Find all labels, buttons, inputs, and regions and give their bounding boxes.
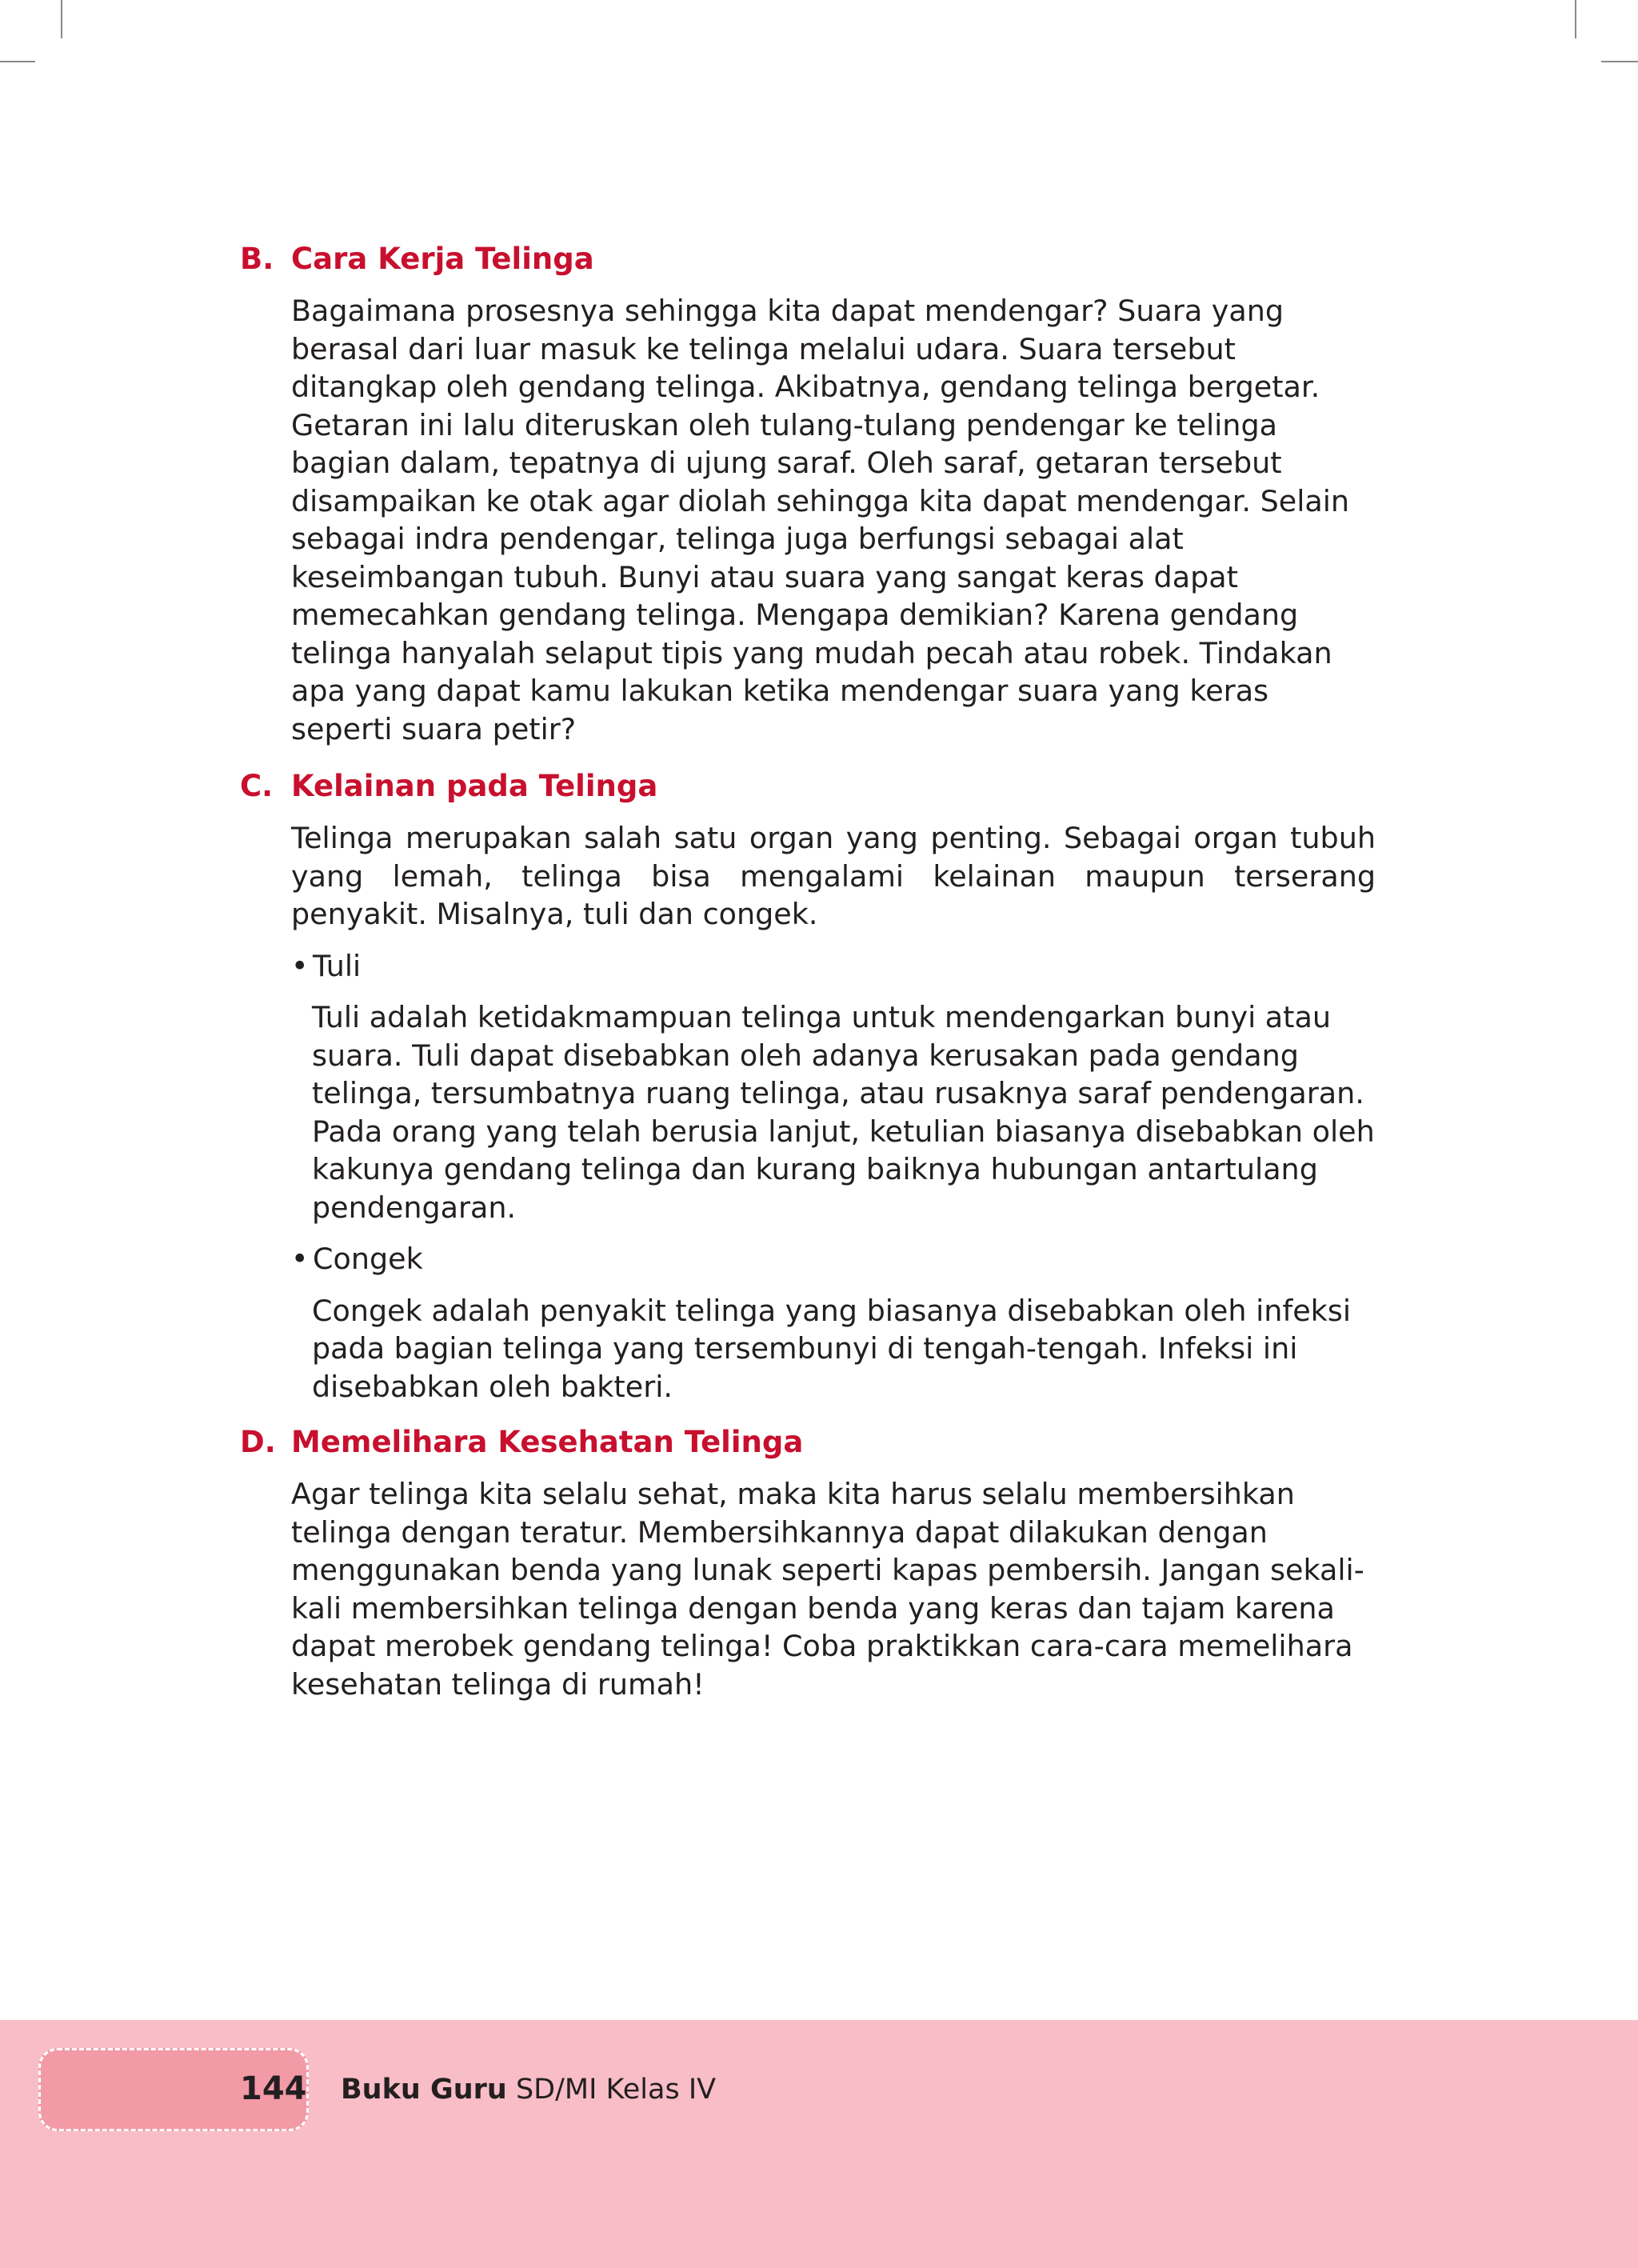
crop-mark-top-right-horizontal [1601, 61, 1638, 62]
bullet-text: Congek adalah penyakit telinga yang biasanya disebabkan oleh infeksi pada bagian telinga yang tersembunyi di tengah-tengah. Infeksi ini disebabkan oleh bakteri. [312, 1293, 1351, 1404]
bullet-marker: • [291, 1242, 309, 1276]
book-title-rest: SD/MI Kelas IV [515, 2074, 717, 2106]
book-title [341, 2071, 716, 2108]
section-letter: D. [240, 1425, 276, 1459]
bullet-text: Tuli adalah ketidakmampuan telinga untuk mendengarkan bunyi atau suara. Tuli dapat disebabkan oleh adanya kerusakan pada gendang telinga, tersumbatnya ruang telinga, atau rusaknya saraf pendengaran. Pada orang yang telah berusia lanjut, ketulian biasanya disebabkan oleh kakunya gendang telinga dan kurang baiknya hubungan antartulang pendengaran. [312, 1000, 1375, 1225]
list-item-congek [240, 1240, 1376, 1406]
crop-mark-top-left-horizontal [0, 61, 35, 62]
bullet-heading [291, 947, 1376, 986]
section-heading [240, 240, 1376, 278]
section-letter: B. [240, 242, 274, 276]
section-cara-kerja-telinga [240, 240, 1376, 748]
section-title: Memelihara Kesehatan Telinga [291, 1425, 804, 1459]
book-title-bold: Buku Guru [341, 2074, 507, 2106]
crop-mark-top-left-vertical [61, 0, 62, 38]
section-letter: C. [240, 769, 274, 803]
section-paragraph: Telinga merupakan salah satu organ yang penting. Sebagai organ tubuh yang lemah, telinga bisa mengalami kelainan maupun terserang penyakit. Misalnya, tuli dan congek. [291, 821, 1376, 931]
section-memelihara-kesehatan-telinga [240, 1423, 1376, 1703]
section-heading [240, 767, 1376, 806]
section-paragraph: Bagaimana prosesnya sehingga kita dapat mendengar? Suara yang berasal dari luar masuk ke telinga melalui udara. Suara tersebut ditangkap oleh gendang telinga. Akibatnya, gendang telinga bergetar. Getaran ini lalu diteruskan oleh tulang-tulang pendengar ke telinga bagian dalam, tepatnya di ujung saraf. Oleh saraf, getaran tersebut disampaikan ke otak agar diolah sehingga kita dapat mendengar. Selain sebagai indra pendengar, telinga juga berfungsi sebagai alat keseimbangan tubuh. Bunyi atau suara yang sangat keras dapat memecahkan gendang telinga. Mengapa demikian? Karena gendang telinga hanyalah selaput tipis yang mudah pecah atau robek. Tindakan apa yang dapat kamu lakukan ketika mendengar suara yang keras seperti suara petir? [291, 294, 1350, 746]
section-kelainan-pada-telinga [240, 767, 1376, 1406]
page-content [240, 240, 1376, 1703]
bullet-title: Tuli [313, 948, 362, 983]
section-heading [240, 1423, 1376, 1462]
section-title: Cara Kerja Telinga [291, 242, 594, 276]
section-title: Kelainan pada Telinga [291, 769, 658, 803]
crop-mark-top-right-vertical [1575, 0, 1576, 38]
list-item-tuli [240, 947, 1376, 1227]
page-number: 144 [240, 2070, 307, 2107]
bullet-marker: • [291, 948, 309, 983]
bullet-heading [291, 1240, 1376, 1278]
section-paragraph: Agar telinga kita selalu sehat, maka kita harus selalu membersihkan telinga dengan teratur. Membersihkannya dapat dilakukan dengan menggunakan benda yang lunak seperti kapas pembersih. Jangan sekali-kali membersihkan telinga dengan benda yang keras dan tajam karena dapat merobek gendang telinga! Coba praktikkan cara-cara memelihara kesehatan telinga di rumah! [291, 1477, 1364, 1702]
bullet-title: Congek [313, 1242, 423, 1276]
